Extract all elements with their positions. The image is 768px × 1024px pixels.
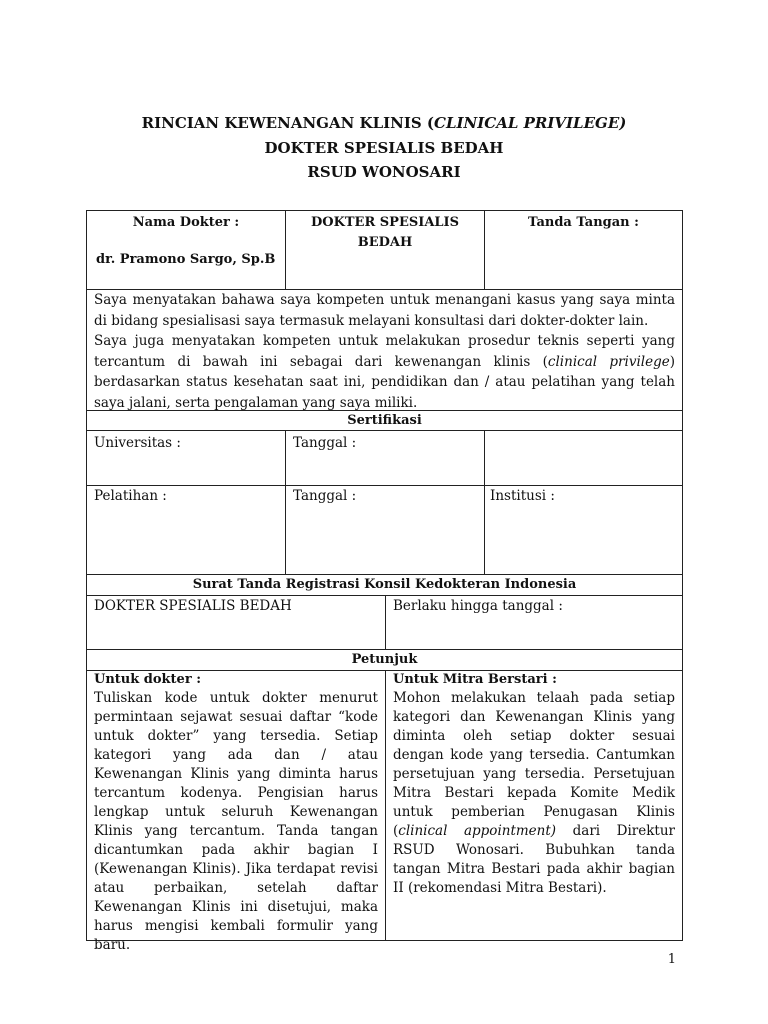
title-line-2: DOKTER SPESIALIS BEDAH xyxy=(264,139,504,157)
university-cell[interactable] xyxy=(86,430,286,486)
statement-p2-italic: clinical privilege xyxy=(547,353,670,370)
str-specialty: DOKTER SPESIALIS BEDAH xyxy=(94,598,292,614)
institution-cell[interactable] xyxy=(484,485,683,575)
str-heading: Surat Tanda Registrasi Konsil Kedokteran Indonesia xyxy=(192,577,577,592)
statement-paragraph-1: Saya menyatakan bahawa saya kompeten untuk menangani kasus yang saya minta di bidang spesialisasi saya termasuk melayani konsultasi dari dokter-dokter lain. xyxy=(94,292,675,329)
doctor-name-label: Nama Dokter : xyxy=(132,215,240,230)
partner-instructions-cell xyxy=(385,670,683,941)
partner-instructions-heading: Untuk Mitra Berstari : xyxy=(393,672,557,687)
title-line-1-italic: CLINICAL PRIVILEGE) xyxy=(434,114,627,132)
signature-cell xyxy=(484,210,683,290)
instructions-heading-cell xyxy=(86,649,683,671)
training-label: Pelatihan : xyxy=(94,488,167,504)
document-title xyxy=(0,114,768,132)
statement-paragraph-2 xyxy=(94,331,675,413)
statement-p2-a: Saya juga menyatakan kompeten untuk melakukan prosedur teknis seperti yang tercantum di bawah ini sebagai dari kewenangan klinis ( xyxy=(94,333,675,370)
instructions-heading: Petunjuk xyxy=(351,652,418,667)
doctor-name-value: dr. Pramono Sargo, Sp.B xyxy=(96,252,276,267)
title-line-1: RINCIAN KEWENANGAN KLINIS ( xyxy=(141,114,435,132)
training-date-cell[interactable] xyxy=(285,485,485,575)
university-label: Universitas : xyxy=(94,435,181,451)
signature-label: Tanda Tangan : xyxy=(528,215,639,230)
partner-instructions-text xyxy=(393,689,675,898)
str-valid-cell[interactable] xyxy=(385,595,683,650)
statement-p2-b: ) berdasarkan status kesehatan saat ini, pendidikan dan / atau pelatihan yang telah saya jalani, serta pengalaman yang saya miliki. xyxy=(94,353,675,411)
partner-text-b: dari Direktur RSUD Wonosari. Bubuhkan tanda tangan Mitra Bestari pada akhir bagian II (rekomendasi Mitra Bestari). xyxy=(393,823,675,896)
specialty-line-2: BEDAH xyxy=(357,235,413,250)
title-line-3: RSUD WONOSARI xyxy=(307,163,461,181)
partner-text-italic: clinical appointment) xyxy=(398,823,557,839)
university-date-cell[interactable] xyxy=(285,430,485,486)
training-cell[interactable] xyxy=(86,485,286,575)
partner-text-a: Mohon melakukan telaah pada setiap kategori dan Kewenangan Klinis yang diminta oleh setiap dokter sesuai dengan kode yang tersedia. Cantumkan persetujuan yang tersedia. Persetujuan Mitra Bestari kepada Komite Medik untuk pemberian Penugasan Klinis ( xyxy=(393,690,675,839)
certification-heading: Sertifikasi xyxy=(347,413,422,428)
training-date-label: Tanggal : xyxy=(293,488,357,504)
university-extra-cell[interactable] xyxy=(484,430,683,486)
str-valid-until-label: Berlaku hingga tanggal : xyxy=(393,598,563,614)
institution-label: Institusi : xyxy=(490,488,555,504)
doctor-name-cell xyxy=(86,210,286,290)
doctor-instructions-text: Tuliskan kode untuk dokter menurut permintaan sejawat sesuai daftar “kode untuk dokter” yang tersedia. Setiap kategori yang ada dan / atau Kewenangan Klinis yang diminta harus tercantum kodenya. Pengisian harus lengkap untuk seluruh Kewenangan Klinis yang tercantum. Tanda tangan dicantumkan pada akhir bagian I (Kewenangan Klinis). Jika terdapat revisi atau perbaikan, setelah daftar Kewenangan Klinis ini disetujui, maka harus mengisi kembali formulir yang baru. xyxy=(94,690,378,953)
str-specialty-cell xyxy=(86,595,386,650)
specialty-cell xyxy=(285,210,485,290)
university-date-label: Tanggal : xyxy=(293,435,357,451)
certification-heading-cell xyxy=(86,410,683,431)
specialty-line-1: DOKTER SPESIALIS xyxy=(310,215,460,230)
doctor-instructions-cell xyxy=(86,670,386,953)
str-heading-cell xyxy=(86,574,683,596)
doctor-instructions-heading: Untuk dokter : xyxy=(94,672,201,687)
page-number: 1 xyxy=(667,952,676,967)
statement-cell xyxy=(86,289,683,411)
